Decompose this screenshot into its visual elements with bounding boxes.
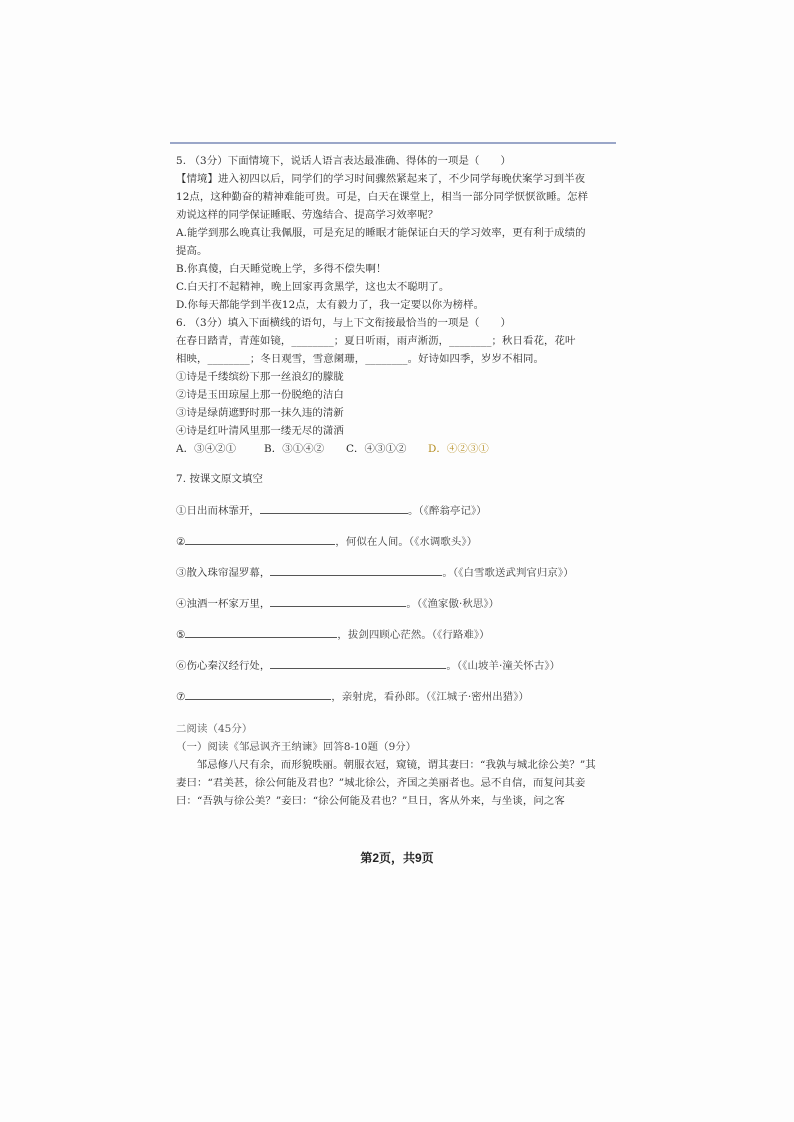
q7-fill-item [176, 563, 616, 581]
reading-section [176, 720, 616, 810]
header-rule [170, 142, 616, 144]
q7-fill-prefix: ④浊酒一杯家万里， [176, 598, 271, 610]
q6-item: ③诗是绿荫遮野时那一抹久违的清新 [176, 407, 344, 419]
q7-answer-blank[interactable] [185, 687, 331, 700]
q7-fill-item [176, 656, 616, 674]
q6-passage-line: 在春日踏青，青莲如镜，________；夏日听雨，雨声淅沥，________；秋日看花，花叶 [176, 335, 576, 347]
q5-option-a-cont: 提高。 [176, 245, 208, 257]
q5-option-b: B.你真傻，白天睡觉晚上学，多得不偿失啊！ [176, 263, 387, 275]
q5-option-c: C.白天打不起精神，晚上回家再贪黑学，这也太不聪明了。 [176, 281, 450, 293]
q7-answer-blank[interactable] [185, 532, 335, 545]
q5-context-line: 【情境】进入初四以后，同学们的学习时间骤然紧起来了，不少同学每晚伏案学习到半夜 [176, 173, 586, 185]
q7-answer-blank[interactable] [270, 656, 446, 669]
q7-answer-blank[interactable] [185, 625, 337, 638]
q7-fill-prefix: ⑦ [176, 691, 186, 703]
q7-fill-item [176, 532, 616, 550]
q7-answer-blank[interactable] [270, 563, 442, 576]
q6-item: ④诗是红叶清风里那一缕无尽的潇洒 [176, 425, 344, 437]
q7-fill-prefix: ⑤ [176, 629, 186, 641]
q5-option-a: A.能学到那么晚真让我佩服，可是充足的睡眠才能保证白天的学习效率，更有利于成绩的 [176, 227, 586, 239]
q7-answer-blank[interactable] [270, 594, 406, 607]
reading-paragraph-line: 邹忌修八尺有余，而形貌昳丽。朝服衣冠，窥镜，谓其妻曰：“我孰与城北徐公美？”其 [196, 759, 596, 771]
q7-fill-prefix: ①日出而林霏开， [176, 505, 260, 517]
q6-choice-c: C．④③①② [346, 443, 407, 455]
q7-fill-suffix: ，拔剑四顾心茫然。（《行路难》） [337, 629, 490, 641]
reading-heading: 二阅读（45分） [176, 723, 253, 735]
q7-fill-item [176, 501, 616, 519]
q5-stem: 5. （3分）下面情境下，说话人语言表达最准确、得体的一项是（ ） [176, 155, 511, 167]
q7-fill-suffix: ，何似在人间。（《水调歌头》） [335, 536, 478, 548]
q7-fill-prefix: ② [176, 536, 186, 548]
reading-subheading: （一）阅读《邹忌讽齐王纳谏》回答8-10题（9分） [176, 741, 417, 753]
q6-choice-a: A．③④②① [176, 443, 237, 455]
q7-answer-blank[interactable] [260, 501, 408, 514]
q7-title: 7. 按课文原文填空 [176, 473, 263, 485]
q7-fill-suffix: 。（《渔家傲·秋思》） [406, 598, 500, 610]
q5-context-line: 劝说这样的同学保证睡眠、劳逸结合、提高学习效率呢？ [176, 209, 439, 221]
q6-passage-line: 相映，________；冬日观雪，雪意阑珊，________。好诗如四季，岁岁不相同。 [176, 353, 544, 365]
page-number: 第2页，共9页 [360, 851, 434, 865]
q7-fill-suffix: 。（《山坡羊·潼关怀古》） [446, 660, 561, 672]
q6-item: ①诗是千缕缤纷下那一丝浪幻的朦胧 [176, 371, 344, 383]
question-7 [176, 470, 616, 705]
q6-item: ②诗是玉田琼屋上那一份脱绝的洁白 [176, 389, 344, 401]
q7-fill-prefix: ⑥伤心秦汉经行处， [176, 660, 271, 672]
q5-context-line: 12点，这种勤奋的精神难能可贵。可是，白天在课堂上，相当一部分同学恹恹欲睡。怎样 [176, 191, 589, 203]
q7-fill-item [176, 625, 616, 643]
q7-fill-suffix: ，亲射虎，看孙郎。（《江城子·密州出猎》） [331, 691, 530, 703]
q7-fill-prefix: ③散入珠帘湿罗幕， [176, 567, 271, 579]
q6-choice-d: D．④②③① [428, 443, 489, 455]
q6-choices [176, 440, 616, 458]
q7-fill-item [176, 594, 616, 612]
question-5 [176, 152, 616, 314]
question-6 [176, 314, 616, 458]
reading-paragraph-line: 曰：“吾孰与徐公美？”妾曰：“徐公何能及君也？”旦日，客从外来，与坐谈，问之客 [176, 795, 565, 807]
q7-fill-suffix: 。（《白雪歌送武判官归京》） [442, 567, 574, 579]
q6-choice-b: B．③①④② [264, 443, 325, 455]
q7-fill-suffix: 。（《醉翁亭记》） [407, 505, 487, 517]
q6-stem: 6. （3分）填入下面横线的语句，与上下文衔接最恰当的一项是（ ） [176, 317, 511, 329]
q5-option-d: D.你每天都能学到半夜12点，太有毅力了，我一定要以你为榜样。 [176, 299, 485, 311]
q7-fill-item [176, 687, 616, 705]
page-content [176, 152, 616, 810]
reading-paragraph-line: 妻曰：“君美甚，徐公何能及君也？”城北徐公，齐国之美丽者也。忌不自信，而复问其妾 [176, 777, 586, 789]
